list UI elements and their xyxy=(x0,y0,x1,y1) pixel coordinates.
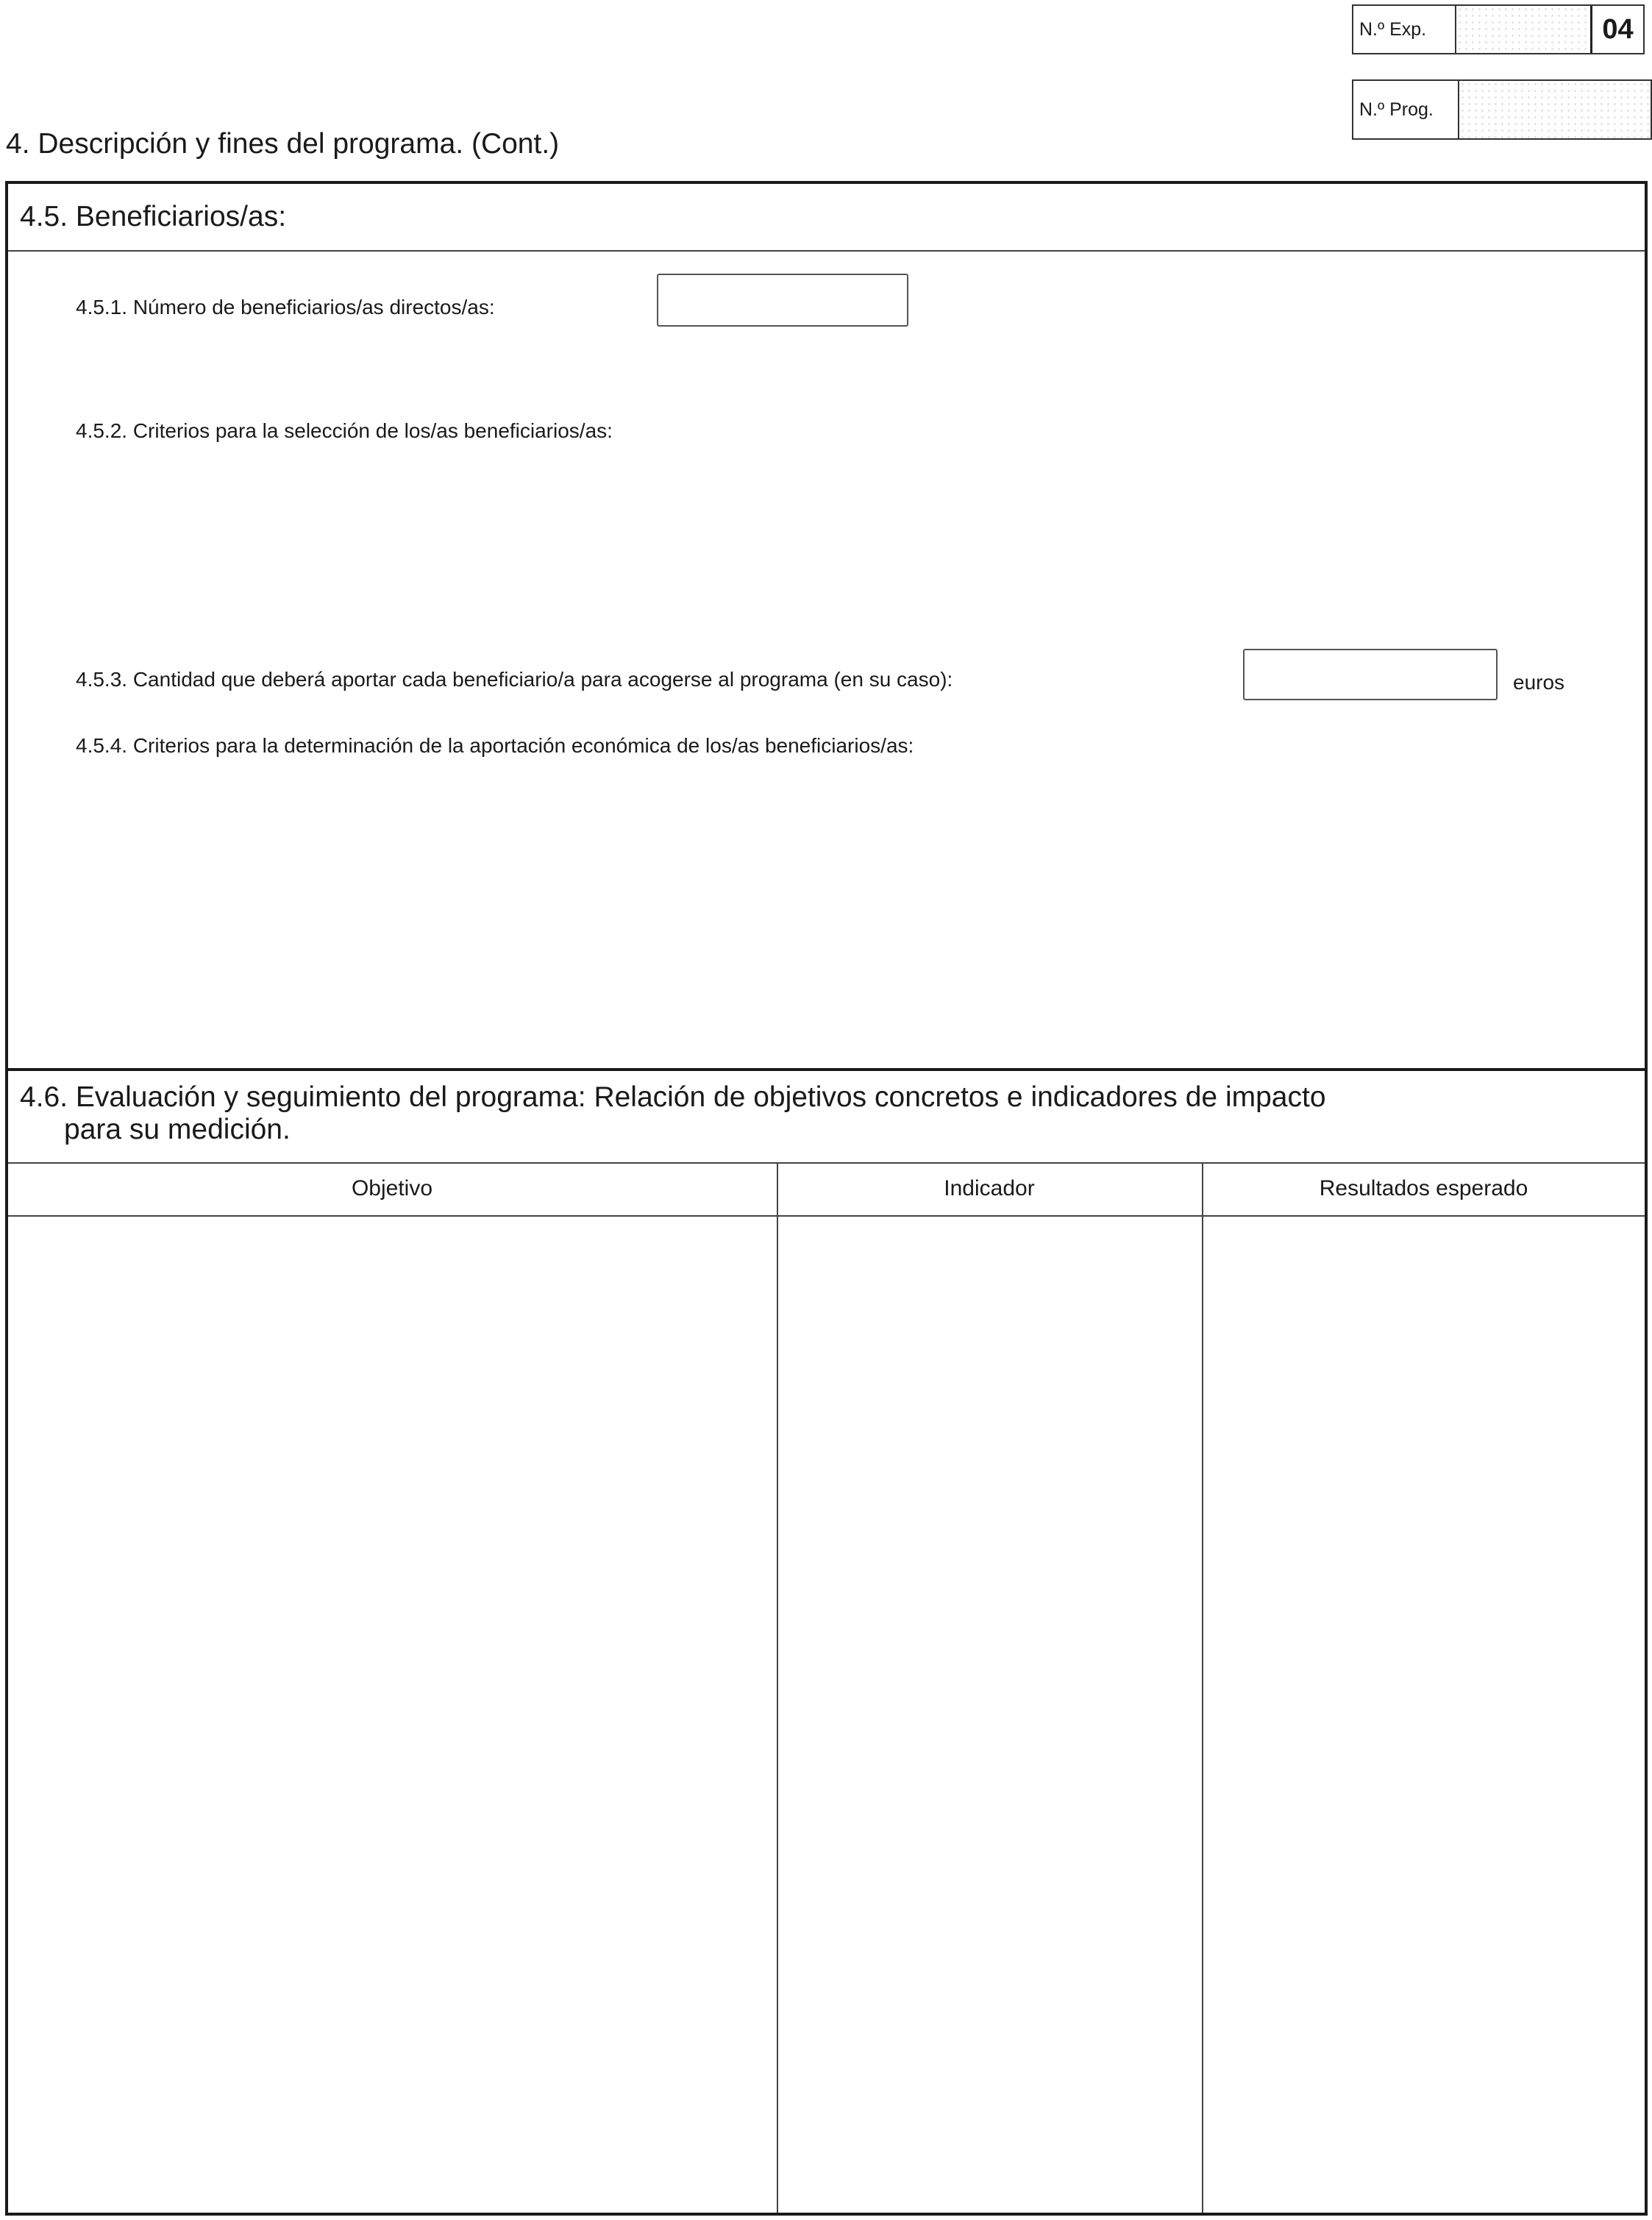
contribution-criteria-area[interactable] xyxy=(76,769,1615,1056)
evaluation-heading-line1: 4.6. Evaluación y seguimiento del programa: Relación de objetivos concretos e indicadores de impacto xyxy=(20,1081,1326,1113)
contribution-amount-label: 4.5.3. Cantidad que deberá aportar cada beneficiario/a para acogerse al programa (en su caso): xyxy=(76,668,953,691)
currency-unit: euros xyxy=(1513,671,1565,694)
form-frame xyxy=(5,181,1648,2216)
indicator-column-cell[interactable] xyxy=(778,1217,1201,2213)
expedient-number-box xyxy=(1352,4,1645,54)
direct-beneficiaries-input[interactable] xyxy=(657,274,908,327)
section-title: 4. Descripción y fines del programa. (Cont.) xyxy=(6,128,560,160)
section-divider xyxy=(8,1068,1645,1071)
program-number-box xyxy=(1352,79,1652,140)
expedient-number-label: N.º Exp. xyxy=(1353,6,1456,53)
objective-column-cell[interactable] xyxy=(8,1217,776,2213)
column-header-indicator: Indicador xyxy=(944,1176,1035,1200)
expedient-number-field[interactable] xyxy=(1456,6,1590,53)
form-page-code: 04 xyxy=(1590,6,1643,53)
program-number-label: N.º Prog. xyxy=(1353,81,1459,138)
beneficiaries-heading: 4.5. Beneficiarios/as: xyxy=(8,184,1645,252)
column-header-expected-results: Resultados esperado xyxy=(1319,1176,1528,1200)
program-number-field[interactable] xyxy=(1459,81,1651,138)
column-header-objective: Objetivo xyxy=(351,1176,433,1200)
direct-beneficiaries-label: 4.5.1. Número de beneficiarios/as directos/as: xyxy=(76,296,495,319)
evaluation-heading xyxy=(8,1074,1645,1146)
contribution-amount-input[interactable] xyxy=(1243,649,1498,700)
evaluation-heading-line2: para su medición. xyxy=(64,1114,291,1145)
expected-results-column-cell[interactable] xyxy=(1203,1217,1645,2213)
contribution-criteria-label: 4.5.4. Criterios para la determinación de la aportación económica de los/as beneficiarios/as: xyxy=(76,734,914,757)
selection-criteria-label: 4.5.2. Criterios para la selección de los/as beneficiarios/as: xyxy=(76,419,613,442)
